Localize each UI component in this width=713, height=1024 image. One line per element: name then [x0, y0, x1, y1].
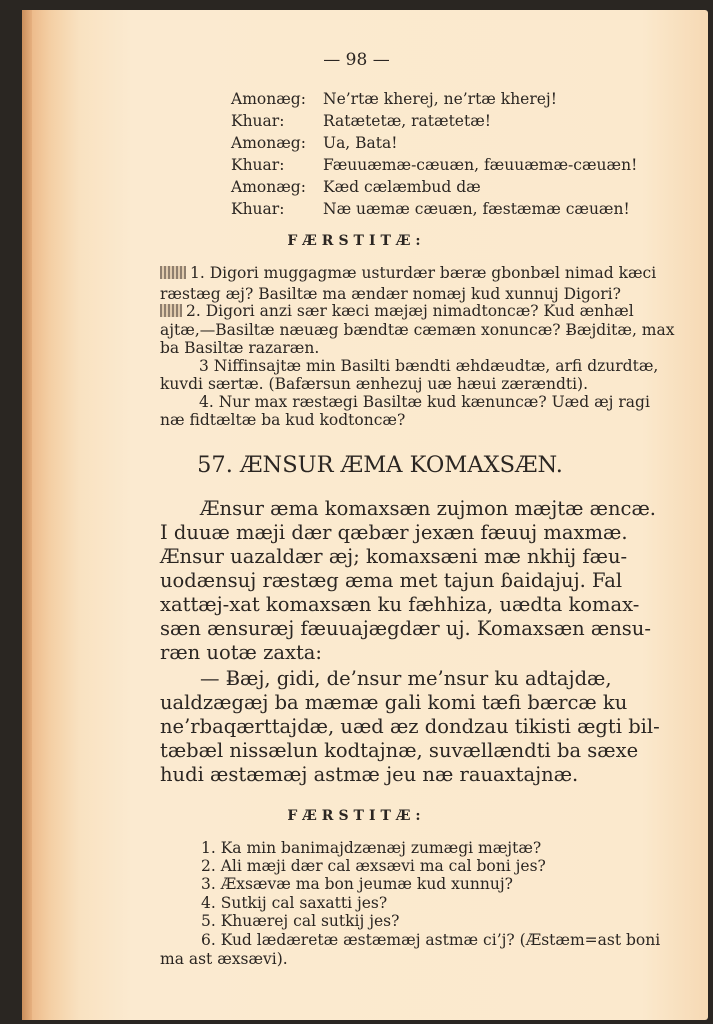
paragraph-line: tæbæl nissælun kodtajnæ, suvællændti ba sæxe [160, 739, 639, 762]
question-line: kuvdi særtæ. (Bafærsun ænhezuj uæ hæui zærændti). [160, 375, 589, 393]
question-line: 2. Ali mæji dær cal æxsævi ma cal boni jes? [201, 857, 546, 875]
paragraph-line: hudi æstæmæj astmæ jeu næ rauaxtajnæ. [160, 763, 579, 786]
question-line: 3. Æxsævæ ma bon jeumæ kud xunnuj? [201, 875, 513, 893]
paragraph-line: Ænsur æma komaxsæn zujmon mæjtæ æncæ. [200, 497, 657, 520]
question-line: 4. Nur max ræstægi Basiltæ kud kænuncæ? Uæd æj ragi [199, 393, 650, 411]
question-line: 3 Niffinsajtæ min Basilti bændti æhdæudtæ, arfi dzurdtæ, [199, 357, 659, 375]
question-line: næ fidtæltæ ba kud kodtoncæ? [160, 411, 406, 429]
paragraph-line: — Ƀæj, gidi, de’nsur me’nsur ku adtajdæ, [200, 667, 612, 690]
paragraph-line: uodænsuj ræstæg æma met tajun ɓaidajuj. Fal [160, 569, 623, 592]
paragraph-line: I duuæ mæji dær qæbær jexæn fæuuj maxmæ. [160, 521, 628, 544]
dialogue-speaker: Amonæg: [231, 178, 306, 196]
dialogue-speaker: Khuar: [231, 112, 285, 130]
question-line: 1. Digori muggagmæ usturdær bæræ gbonbæl nimad kæci [160, 264, 656, 282]
question-line: 5. Khuærej cal sutkij jes? [201, 912, 400, 930]
dialogue-line: Ratætetæ, ratætetæ! [323, 112, 491, 130]
question-line: ma ast æxsævi). [160, 950, 288, 968]
question-line: 4. Sutkij cal saxatti jes? [201, 894, 388, 912]
page-number: — 98 — [323, 50, 390, 70]
dialogue-speaker: Khuar: [231, 200, 285, 218]
paragraph-line: ræn uotæ zaxta: [160, 641, 322, 664]
paragraph-line: sæn ænsuræj fæuuajægdær uj. Komaxsæn ænsu- [160, 617, 651, 640]
paragraph-line: ualdzægæj ba mæmæ gali komi tæfi bærcæ ku [160, 691, 628, 714]
dialogue-speaker: Amonæg: [231, 134, 306, 152]
question-line: 1. Ka min banimajdzænæj zumægi mæjtæ? [201, 839, 542, 857]
paragraph-line: xattæj-xat komaxsæn ku fæhhiza, uædta komax- [160, 593, 640, 616]
paragraph-line: ne’rbaqærttajdæ, uæd æz dondzau tikisti ægti bil- [160, 715, 660, 738]
section-title: FÆRSTITÆ: [287, 808, 426, 824]
paragraph-line: Ænsur uazaldær æj; komaxsæni mæ nkhij fæu- [160, 545, 628, 568]
dialogue-line: Fæuuæmæ-cæuæn, fæuuæmæ-cæuæn! [323, 156, 638, 174]
chapter-heading: 57. ÆNSUR ÆMA KOMAXSÆN. [197, 452, 563, 478]
dialogue-line: Ne’rtæ kherej, ne’rtæ kherej! [323, 90, 557, 108]
question-line: ajtæ,—Basiltæ næuæg bændtæ cæmæn xonuncæ? Ƀæjditæ, max [160, 321, 675, 339]
question-line: 6. Kud lædæretæ æstæmæj astmæ ci’j? (Æstæm=ast boni [201, 931, 661, 949]
question-line: 2. Digori anzi sær kæci mæjæj nimadtoncæ? Kud ænhæl [160, 302, 634, 320]
question-line: ræstæg æj? Basiltæ ma ændær nomæj kud xunnuj Digori? [160, 285, 621, 303]
dialogue-line: Kæd cælæmbud dæ [323, 178, 481, 196]
dialogue-speaker: Amonæg: [231, 90, 306, 108]
dialogue-line: Næ uæmæ cæuæn, fæstæmæ cæuæn! [323, 200, 630, 218]
page-gutter [22, 10, 32, 1020]
dialogue-line: Ua, Bata! [323, 134, 398, 152]
section-title: FÆRSTITÆ: [287, 233, 426, 249]
question-line: ba Basiltæ razaræn. [160, 339, 320, 357]
ink-stain-icon [160, 304, 182, 317]
dialogue-speaker: Khuar: [231, 156, 285, 174]
ink-stain-icon [160, 266, 186, 279]
